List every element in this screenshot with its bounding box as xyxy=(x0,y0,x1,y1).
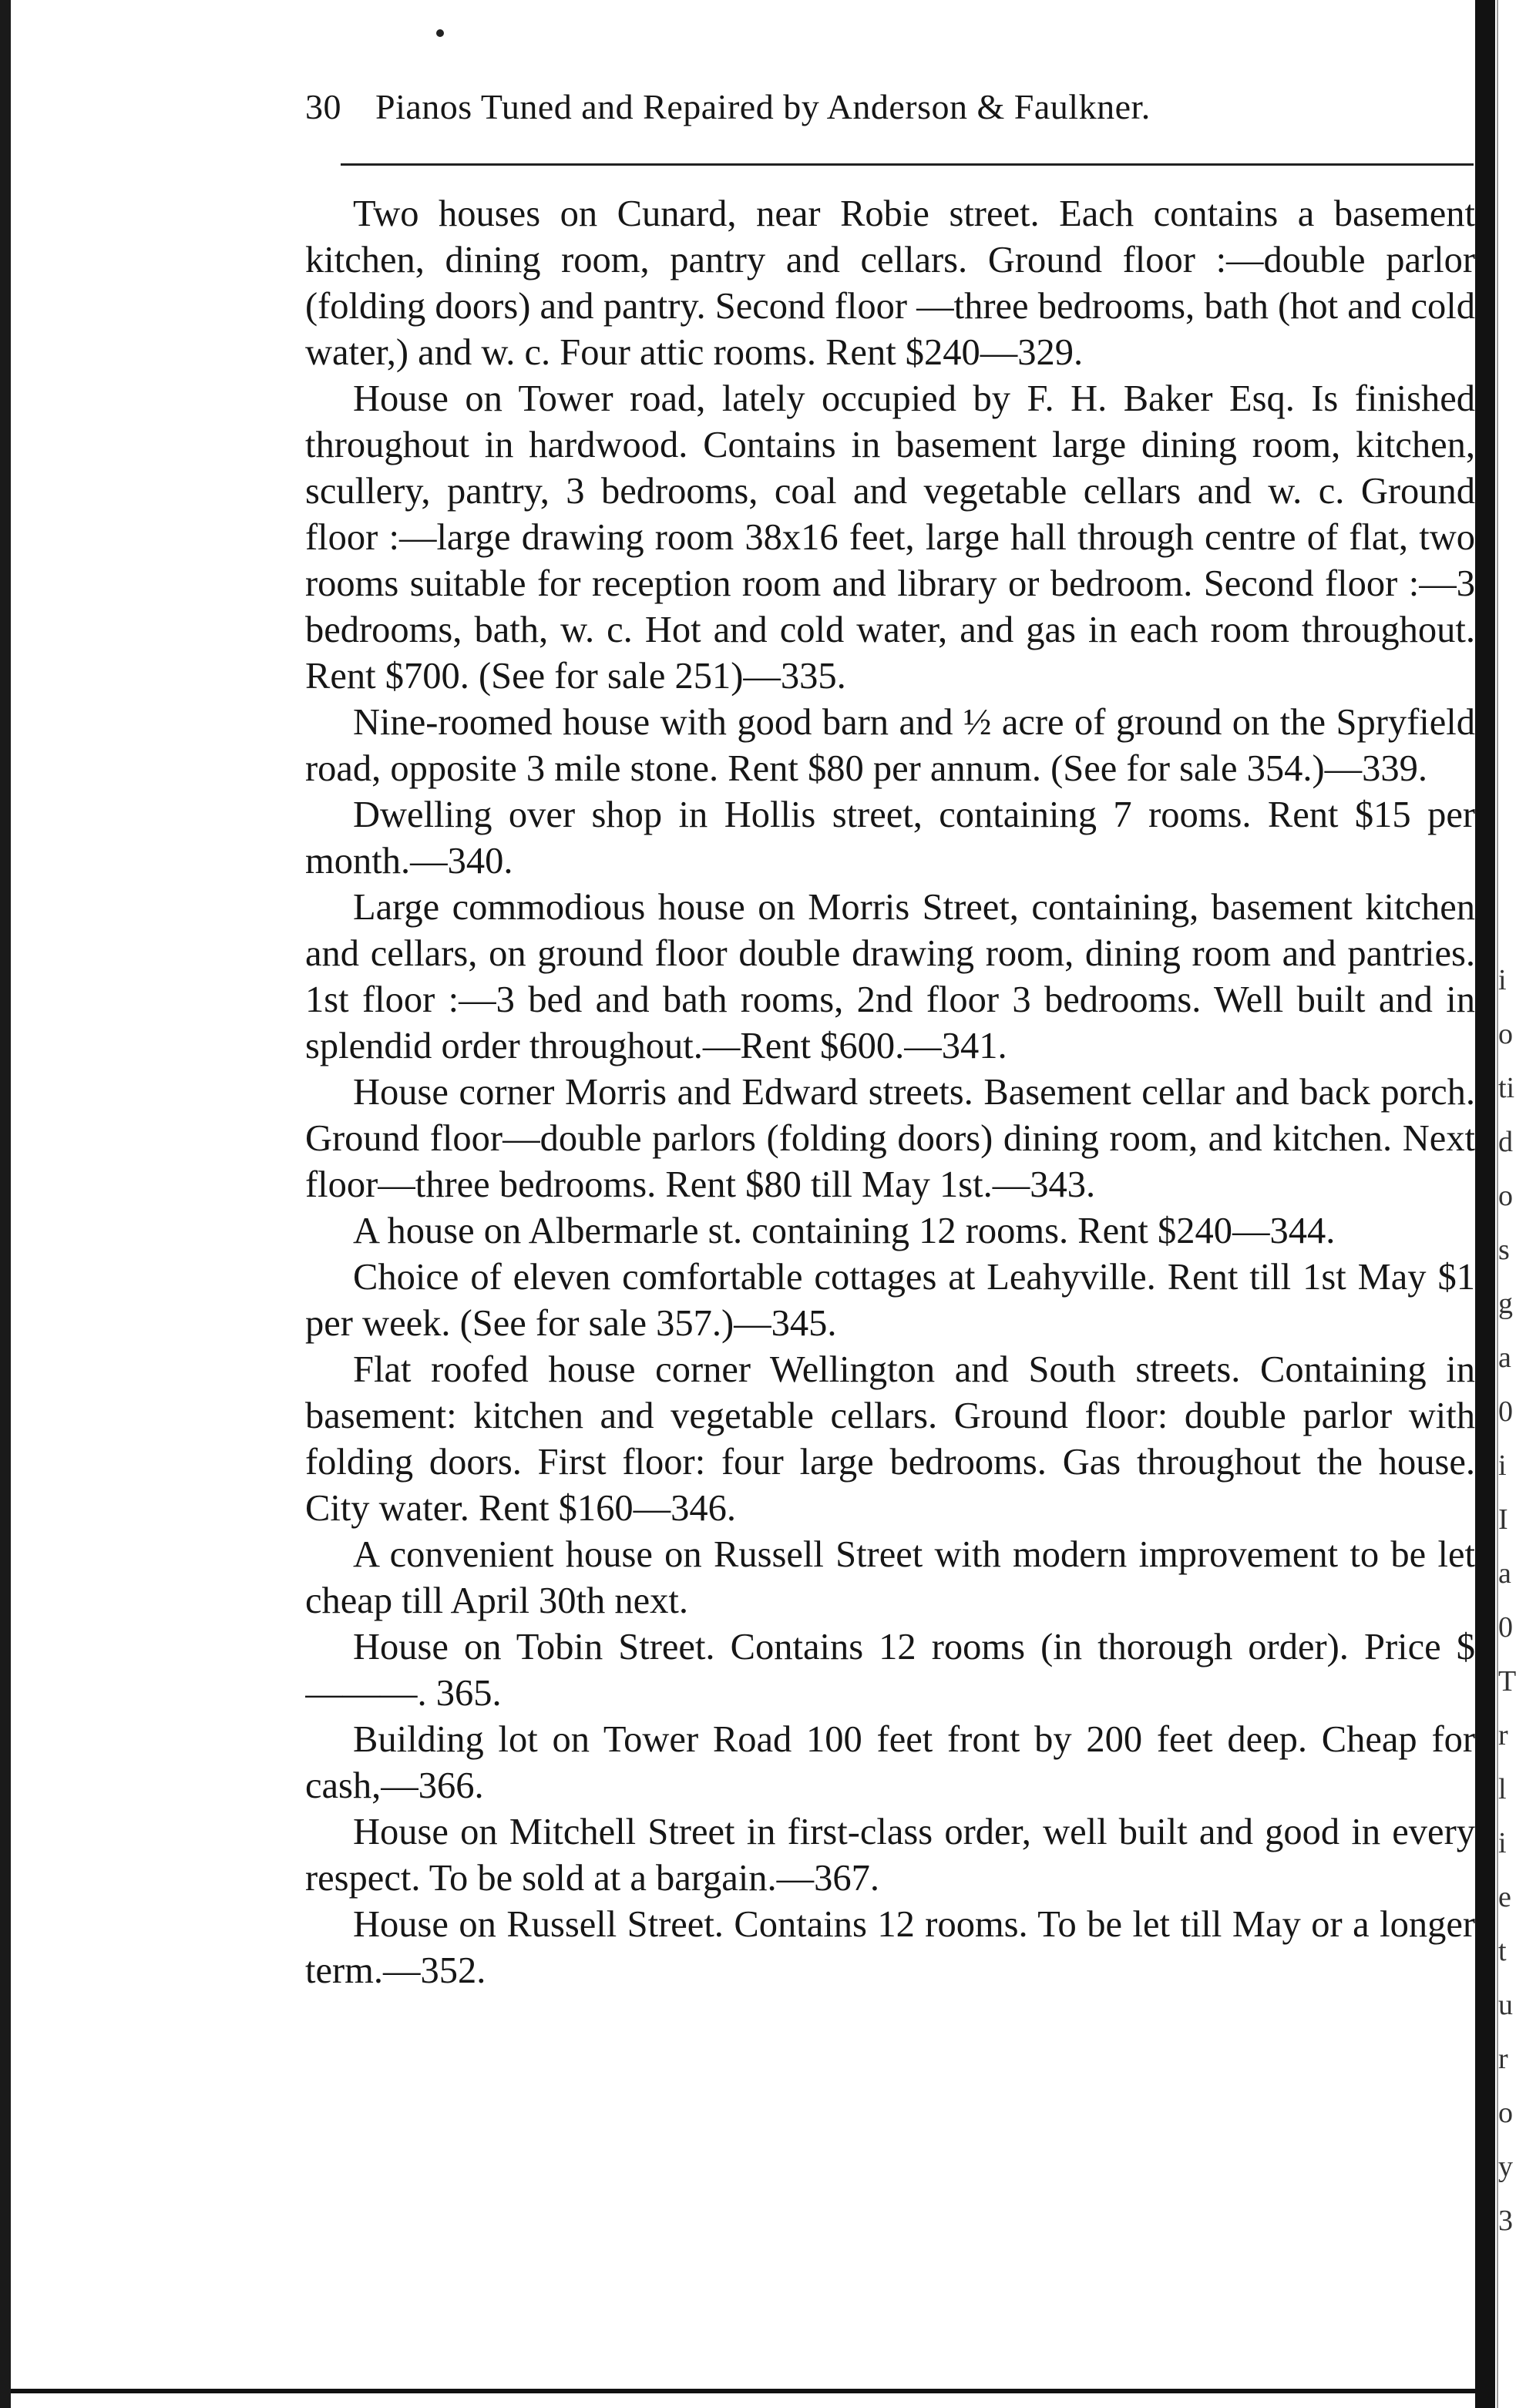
margin-fragment: y xyxy=(1498,2151,1513,2183)
listings-column xyxy=(305,191,1475,1994)
header-rule xyxy=(341,163,1474,166)
margin-fragment: o xyxy=(1498,2097,1513,2129)
margin-fragment: r xyxy=(1498,1719,1508,1751)
margin-fragment: T xyxy=(1498,1665,1517,1698)
margin-fragment: t xyxy=(1498,1935,1507,1967)
margin-fragment: e xyxy=(1498,1881,1511,1913)
listing-entry: Large commodious house on Morris Street, containing, basement kitchen and cellars, on ground floor double drawing room, dining room and pantries. 1st floor :—3 bed and bath rooms, 2nd floor 3 bedrooms. Well built and in splendid order throughout.—Rent $600.—341. xyxy=(305,887,1475,1066)
page-bottom-edge xyxy=(11,2389,1475,2393)
margin-fragment: o xyxy=(1498,1180,1513,1212)
running-header xyxy=(305,86,1474,127)
margin-fragment: l xyxy=(1498,1773,1507,1805)
gutter-shadow xyxy=(1475,0,1495,2408)
page-number: 30 xyxy=(305,87,341,126)
listing-entry: House on Tobin Street. Contains 12 rooms (in thorough order). Price $———. 365. xyxy=(305,1627,1475,1714)
listing-entry: Choice of eleven comfortable cottages at Leahyville. Rent till 1st May $1 per week. (See for sale 357.)—345. xyxy=(305,1257,1475,1344)
margin-fragment: I xyxy=(1498,1503,1508,1536)
margin-fragment: a xyxy=(1498,1557,1511,1590)
margin-fragment: s xyxy=(1498,1234,1510,1266)
margin-fragment: d xyxy=(1498,1126,1513,1158)
margin-fragment: 3 xyxy=(1498,2205,1513,2237)
margin-fragment: g xyxy=(1498,1288,1513,1320)
listing-entry: Nine-roomed house with good barn and ½ acre of ground on the Spryfield road, opposite 3 mile stone. Rent $80 per annum. (See for sale 354.)—339. xyxy=(305,702,1475,789)
running-title: Pianos Tuned and Repaired by Anderson & Faulkner. xyxy=(375,87,1151,126)
listing-entry: House on Mitchell Street in first-class order, well built and good in every respect. To be sold at a bargain.—367. xyxy=(305,1812,1475,1899)
listing-entry: A house on Albermarle st. containing 12 rooms. Rent $240—344. xyxy=(353,1211,1336,1251)
margin-fragment: i xyxy=(1498,1827,1507,1859)
margin-fragment: 0 xyxy=(1498,1395,1513,1428)
margin-fragment: 0 xyxy=(1498,1611,1513,1644)
margin-fragment: o xyxy=(1498,1018,1513,1050)
listing-entry: House on Tower road, lately occupied by F. H. Baker Esq. Is finished throughout in hardwood. Contains in basement large dining room, kitchen, scullery, pantry, 3 bedrooms, coal and vegetable cellars and w. c. Ground floor :—large drawing room 38x16 feet, large hall through centre of flat, two rooms suitable for reception room and library or bedroom. Second floor :—3 bedrooms, bath, w. c. Hot and cold water, and gas in each room throughout. Rent $700. (See for sale 251)—335. xyxy=(305,378,1475,697)
margin-fragment: a xyxy=(1498,1342,1511,1374)
listing-entry: Dwelling over shop in Hollis street, containing 7 rooms. Rent $15 per month.—340. xyxy=(305,794,1475,882)
listing-entry: House on Russell Street. Contains 12 rooms. To be let till May or a longer term.—352. xyxy=(305,1904,1475,1991)
margin-fragment: ti xyxy=(1498,1072,1515,1104)
margin-fragment: r xyxy=(1498,2043,1508,2075)
listing-entry: Building lot on Tower Road 100 feet front by 200 feet deep. Cheap for cash,—366. xyxy=(305,1719,1475,1806)
binding-edge xyxy=(0,0,11,2408)
print-speck xyxy=(436,29,444,37)
margin-fragment: i xyxy=(1498,1449,1507,1482)
margin-fragment: u xyxy=(1498,1989,1513,2021)
listing-entry: A convenient house on Russell Street with modern improvement to be let cheap till April 30th next. xyxy=(305,1534,1475,1621)
listing-entry: Two houses on Cunard, near Robie street. Each contains a basement kitchen, dining room, pantry and cellars. Ground floor :—double parlor (folding doors) and pantry. Second floor —three bedrooms, bath (hot and cold water,) and w. c. Four attic rooms. Rent $240—329. xyxy=(305,193,1475,373)
margin-fragment: i xyxy=(1498,964,1507,996)
listing-entry: House corner Morris and Edward streets. Basement cellar and back porch. Ground floor—double parlors (folding doors) dining room, and kitchen. Next floor—three bedrooms. Rent $80 till May 1st.—343. xyxy=(305,1072,1475,1205)
listing-entry: Flat roofed house corner Wellington and South streets. Containing in basement: kitchen and vegetable cellars. Ground floor: double parlor with folding doors. First floor: four large bedrooms. Gas throughout the house. City water. Rent $160—346. xyxy=(305,1349,1475,1529)
